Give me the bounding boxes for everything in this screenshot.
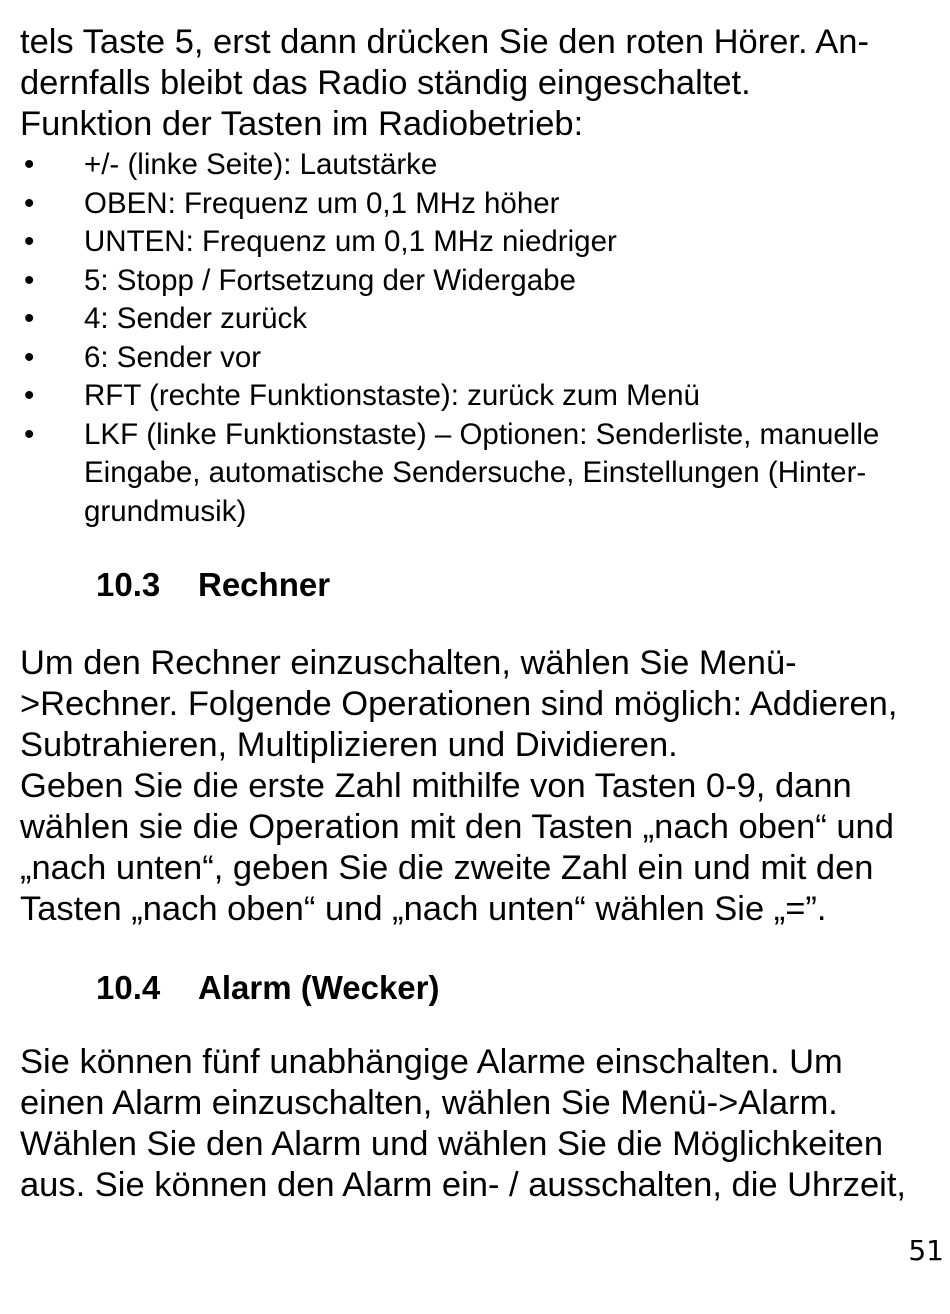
list-item (20, 377, 948, 416)
list-item-text: OBEN: Frequenz um 0,1 MHz höher (84, 186, 560, 220)
bullet-icon: • (24, 186, 35, 220)
list-item (20, 223, 948, 262)
text-line: Um den Rechner einzuschalten, wählen Sie Menü- (20, 644, 797, 682)
list-item (20, 416, 948, 532)
text-line: aus. Sie können den Alarm ein- / ausschalten, die Uhrzeit, (20, 1166, 906, 1204)
rechner-paragraph (20, 643, 948, 930)
list-item (20, 185, 948, 224)
alarm-paragraph (20, 1042, 948, 1206)
bullet-icon: • (24, 263, 35, 297)
text-line: Subtrahieren, Multiplizieren und Dividieren. (20, 726, 678, 764)
text-line: „nach unten“, geben Sie die zweite Zahl ein und mit den (20, 849, 874, 887)
section-heading-10-4 (20, 968, 948, 1008)
text-line: Wählen Sie den Alarm und wählen Sie die Möglichkeiten (20, 1125, 884, 1163)
bullet-icon: • (24, 417, 35, 451)
list-item-text: RFT (rechte Funktionstaste): zurück zum Menü (84, 379, 700, 412)
radio-keys-list (20, 146, 948, 531)
text-line: tels Taste 5, erst dann drücken Sie den roten Hörer. An- (20, 23, 869, 61)
text-line: grundmusik) (84, 494, 247, 528)
section-title: Rechner (198, 566, 331, 603)
text-line: einen Alarm einzuschalten, wählen Sie Menü->Alarm. (20, 1084, 838, 1122)
text-line: Tasten „nach oben“ und „nach unten“ wählen Sie „=”. (20, 890, 827, 928)
bullet-icon: • (24, 302, 35, 335)
text-line: Funktion der Tasten im Radiobetrieb: (20, 105, 584, 143)
list-item (20, 146, 948, 185)
text-line: LKF (linke Funktionstaste) – Optionen: Senderliste, manuelle (84, 417, 880, 451)
bullet-icon: • (24, 148, 35, 181)
list-item-text: 4: Sender zurück (84, 302, 308, 335)
text-line: Eingabe, automatische Sendersuche, Einstellungen (Hinter- (84, 456, 867, 489)
list-item-text: UNTEN: Frequenz um 0,1 MHz niedriger (84, 225, 617, 258)
text-line: wählen sie die Operation mit den Tasten „nach oben“ und (20, 808, 894, 846)
text-line: dernfalls bleibt das Radio ständig eingeschaltet. (20, 64, 751, 102)
bullet-icon: • (24, 225, 35, 258)
list-item (20, 300, 948, 339)
text-line: >Rechner. Folgende Operationen sind möglich: Addieren, (20, 685, 898, 723)
section-title: Alarm (Wecker) (198, 969, 440, 1006)
list-item (20, 339, 948, 378)
text-line: Geben Sie die erste Zahl mithilfe von Tasten 0-9, dann (20, 767, 852, 805)
intro-paragraph (20, 22, 948, 145)
page-content (20, 22, 948, 1206)
list-item-text: +/- (linke Seite): Lautstärke (84, 148, 438, 181)
list-item-text: 5: Stopp / Fortsetzung der Widergabe (84, 263, 576, 297)
text-line: Sie können fünf unabhängige Alarme einschalten. Um (20, 1043, 843, 1081)
list-item (20, 262, 948, 301)
section-number: 10.4 (96, 969, 161, 1006)
bullet-icon: • (24, 379, 35, 412)
section-heading-10-3 (20, 565, 948, 605)
section-number: 10.3 (96, 566, 161, 603)
list-item-text: 6: Sender vor (84, 340, 262, 374)
list-item-text (84, 416, 948, 532)
page-number: 51 (908, 1234, 944, 1267)
bullet-icon: • (24, 340, 35, 374)
